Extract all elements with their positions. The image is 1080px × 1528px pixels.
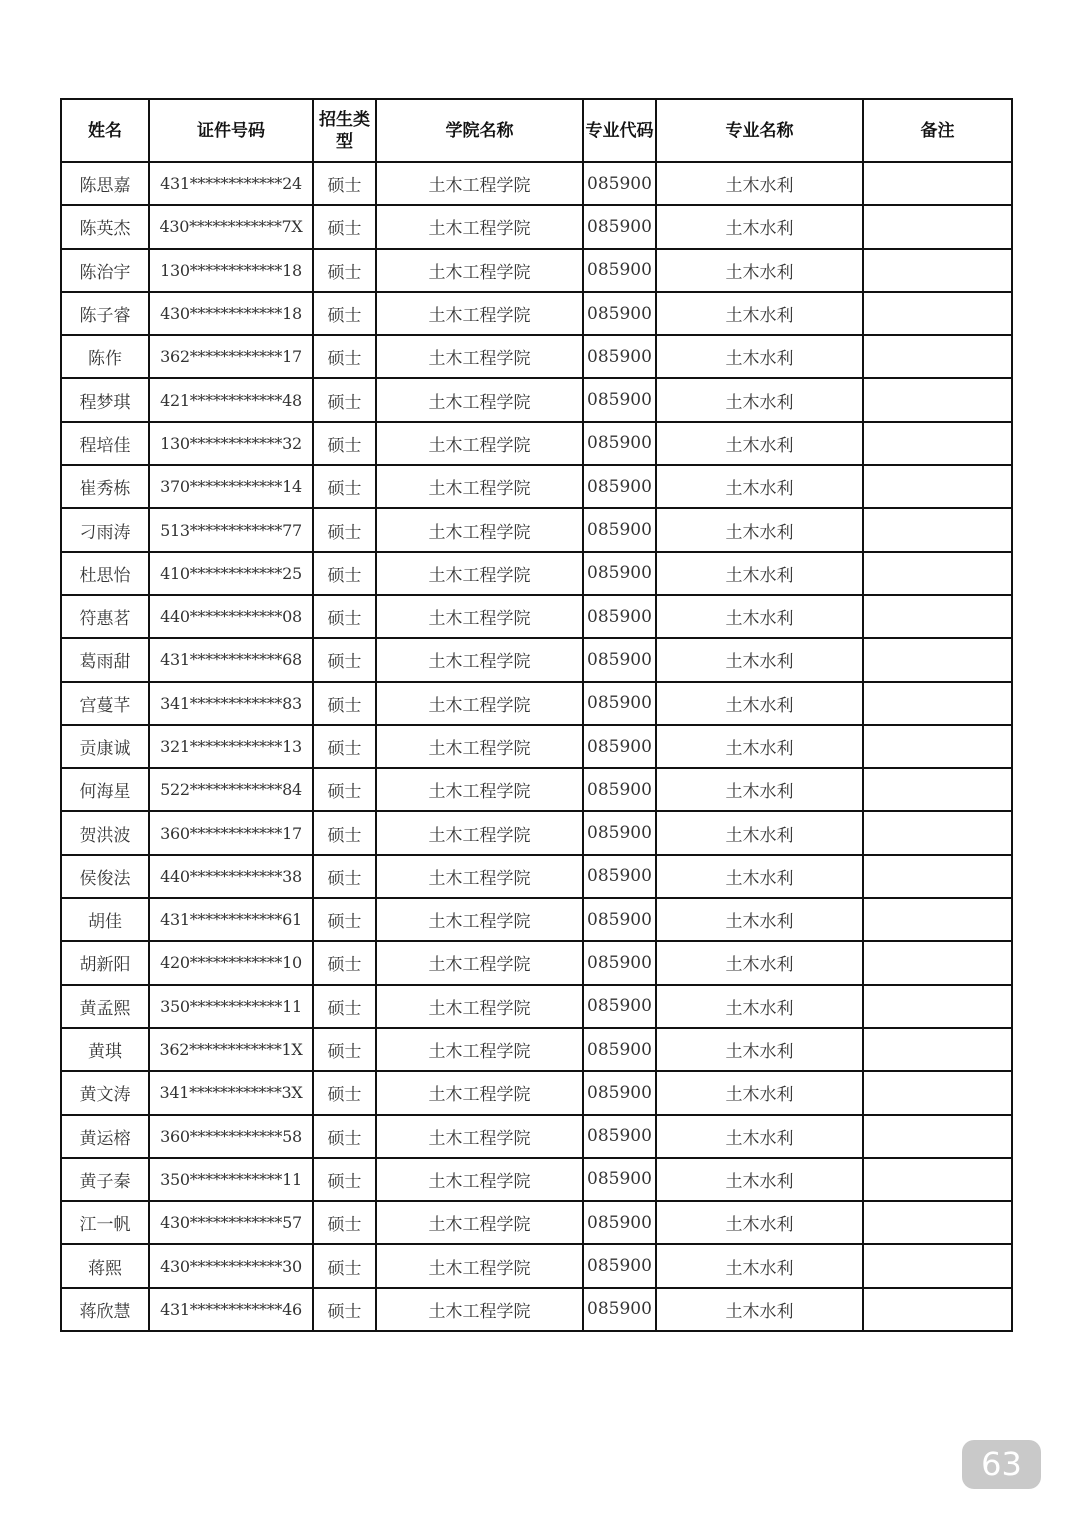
table-row bbox=[61, 898, 1012, 941]
table-row bbox=[61, 249, 1012, 292]
cell-enrollment-type: 硕士 bbox=[313, 811, 376, 854]
table-row bbox=[61, 725, 1012, 768]
header-enrollment-type: 招生类型 bbox=[313, 99, 376, 162]
cell-id-number: 430************18 bbox=[149, 292, 313, 335]
cell-major-name: 土木水利 bbox=[656, 162, 863, 205]
cell-major-name: 土木水利 bbox=[656, 682, 863, 725]
cell-enrollment-type: 硕士 bbox=[313, 638, 376, 681]
cell-major-code: 085900 bbox=[583, 725, 656, 768]
cell-major-name: 土木水利 bbox=[656, 205, 863, 248]
cell-id-number: 431************61 bbox=[149, 898, 313, 941]
cell-college-name: 土木工程学院 bbox=[376, 292, 583, 335]
cell-enrollment-type: 硕士 bbox=[313, 682, 376, 725]
cell-id-number: 410************25 bbox=[149, 552, 313, 595]
page-number-badge: 63 bbox=[962, 1440, 1041, 1489]
cell-major-code: 085900 bbox=[583, 985, 656, 1028]
cell-name: 侯俊法 bbox=[61, 855, 149, 898]
cell-remark bbox=[863, 985, 1012, 1028]
cell-name: 刁雨涛 bbox=[61, 508, 149, 551]
cell-remark bbox=[863, 1071, 1012, 1114]
cell-college-name: 土木工程学院 bbox=[376, 811, 583, 854]
cell-name: 陈英杰 bbox=[61, 205, 149, 248]
cell-enrollment-type: 硕士 bbox=[313, 162, 376, 205]
cell-name: 陈作 bbox=[61, 335, 149, 378]
cell-major-code: 085900 bbox=[583, 595, 656, 638]
cell-remark bbox=[863, 335, 1012, 378]
cell-college-name: 土木工程学院 bbox=[376, 465, 583, 508]
cell-enrollment-type: 硕士 bbox=[313, 205, 376, 248]
cell-remark bbox=[863, 1028, 1012, 1071]
cell-name: 陈思嘉 bbox=[61, 162, 149, 205]
cell-remark bbox=[863, 162, 1012, 205]
cell-remark bbox=[863, 898, 1012, 941]
cell-major-code: 085900 bbox=[583, 941, 656, 984]
cell-name: 胡新阳 bbox=[61, 941, 149, 984]
cell-remark bbox=[863, 292, 1012, 335]
cell-major-code: 085900 bbox=[583, 335, 656, 378]
header-major-code: 专业代码 bbox=[583, 99, 656, 162]
cell-major-code: 085900 bbox=[583, 768, 656, 811]
cell-major-code: 085900 bbox=[583, 422, 656, 465]
header-row bbox=[61, 99, 1012, 162]
cell-college-name: 土木工程学院 bbox=[376, 508, 583, 551]
cell-remark bbox=[863, 1201, 1012, 1244]
cell-enrollment-type: 硕士 bbox=[313, 1028, 376, 1071]
cell-college-name: 土木工程学院 bbox=[376, 855, 583, 898]
table-row bbox=[61, 508, 1012, 551]
table-body bbox=[61, 162, 1012, 1331]
cell-major-name: 土木水利 bbox=[656, 1244, 863, 1287]
table-row bbox=[61, 552, 1012, 595]
cell-major-name: 土木水利 bbox=[656, 1201, 863, 1244]
cell-remark bbox=[863, 249, 1012, 292]
cell-major-name: 土木水利 bbox=[656, 335, 863, 378]
cell-college-name: 土木工程学院 bbox=[376, 682, 583, 725]
cell-major-code: 085900 bbox=[583, 898, 656, 941]
table-row bbox=[61, 1071, 1012, 1114]
cell-major-code: 085900 bbox=[583, 292, 656, 335]
table-row bbox=[61, 205, 1012, 248]
cell-major-code: 085900 bbox=[583, 162, 656, 205]
cell-id-number: 431************24 bbox=[149, 162, 313, 205]
cell-college-name: 土木工程学院 bbox=[376, 422, 583, 465]
cell-major-code: 085900 bbox=[583, 1244, 656, 1287]
cell-major-code: 085900 bbox=[583, 1028, 656, 1071]
table-row bbox=[61, 682, 1012, 725]
cell-id-number: 130************32 bbox=[149, 422, 313, 465]
cell-id-number: 321************13 bbox=[149, 725, 313, 768]
cell-major-name: 土木水利 bbox=[656, 552, 863, 595]
table-row bbox=[61, 1288, 1012, 1331]
cell-name: 黄运榕 bbox=[61, 1115, 149, 1158]
cell-enrollment-type: 硕士 bbox=[313, 1158, 376, 1201]
cell-name: 贡康诚 bbox=[61, 725, 149, 768]
cell-name: 胡佳 bbox=[61, 898, 149, 941]
cell-id-number: 350************11 bbox=[149, 1158, 313, 1201]
cell-college-name: 土木工程学院 bbox=[376, 205, 583, 248]
cell-major-name: 土木水利 bbox=[656, 508, 863, 551]
cell-name: 程培佳 bbox=[61, 422, 149, 465]
cell-id-number: 360************58 bbox=[149, 1115, 313, 1158]
table-row bbox=[61, 162, 1012, 205]
table-row bbox=[61, 378, 1012, 421]
header-major-name: 专业名称 bbox=[656, 99, 863, 162]
cell-id-number: 431************68 bbox=[149, 638, 313, 681]
cell-major-name: 土木水利 bbox=[656, 378, 863, 421]
cell-enrollment-type: 硕士 bbox=[313, 1244, 376, 1287]
cell-name: 程梦琪 bbox=[61, 378, 149, 421]
cell-major-code: 085900 bbox=[583, 1201, 656, 1244]
cell-remark bbox=[863, 378, 1012, 421]
table-row bbox=[61, 638, 1012, 681]
cell-major-name: 土木水利 bbox=[656, 768, 863, 811]
cell-enrollment-type: 硕士 bbox=[313, 725, 376, 768]
cell-remark bbox=[863, 1115, 1012, 1158]
cell-id-number: 430************57 bbox=[149, 1201, 313, 1244]
cell-remark bbox=[863, 811, 1012, 854]
cell-enrollment-type: 硕士 bbox=[313, 249, 376, 292]
cell-enrollment-type: 硕士 bbox=[313, 768, 376, 811]
cell-major-name: 土木水利 bbox=[656, 725, 863, 768]
cell-college-name: 土木工程学院 bbox=[376, 552, 583, 595]
cell-id-number: 440************38 bbox=[149, 855, 313, 898]
cell-id-number: 420************10 bbox=[149, 941, 313, 984]
cell-name: 杜思怡 bbox=[61, 552, 149, 595]
cell-id-number: 513************77 bbox=[149, 508, 313, 551]
cell-college-name: 土木工程学院 bbox=[376, 162, 583, 205]
cell-remark bbox=[863, 941, 1012, 984]
table-row bbox=[61, 422, 1012, 465]
cell-name: 蒋欣慧 bbox=[61, 1288, 149, 1331]
cell-name: 江一帆 bbox=[61, 1201, 149, 1244]
cell-remark bbox=[863, 552, 1012, 595]
cell-college-name: 土木工程学院 bbox=[376, 725, 583, 768]
cell-college-name: 土木工程学院 bbox=[376, 1071, 583, 1114]
cell-college-name: 土木工程学院 bbox=[376, 378, 583, 421]
table-row bbox=[61, 595, 1012, 638]
cell-id-number: 362************1X bbox=[149, 1028, 313, 1071]
cell-college-name: 土木工程学院 bbox=[376, 595, 583, 638]
cell-major-code: 085900 bbox=[583, 855, 656, 898]
cell-enrollment-type: 硕士 bbox=[313, 1201, 376, 1244]
cell-id-number: 341************83 bbox=[149, 682, 313, 725]
table-row bbox=[61, 811, 1012, 854]
cell-major-name: 土木水利 bbox=[656, 1158, 863, 1201]
cell-enrollment-type: 硕士 bbox=[313, 595, 376, 638]
header-id-number: 证件号码 bbox=[149, 99, 313, 162]
cell-major-code: 085900 bbox=[583, 682, 656, 725]
cell-remark bbox=[863, 855, 1012, 898]
cell-major-name: 土木水利 bbox=[656, 1288, 863, 1331]
header-college-name: 学院名称 bbox=[376, 99, 583, 162]
cell-remark bbox=[863, 205, 1012, 248]
header-name: 姓名 bbox=[61, 99, 149, 162]
cell-enrollment-type: 硕士 bbox=[313, 292, 376, 335]
cell-enrollment-type: 硕士 bbox=[313, 508, 376, 551]
cell-remark bbox=[863, 595, 1012, 638]
cell-college-name: 土木工程学院 bbox=[376, 985, 583, 1028]
cell-enrollment-type: 硕士 bbox=[313, 1115, 376, 1158]
cell-major-code: 085900 bbox=[583, 1288, 656, 1331]
cell-college-name: 土木工程学院 bbox=[376, 941, 583, 984]
table-row bbox=[61, 1158, 1012, 1201]
cell-college-name: 土木工程学院 bbox=[376, 768, 583, 811]
cell-college-name: 土木工程学院 bbox=[376, 1244, 583, 1287]
cell-remark bbox=[863, 465, 1012, 508]
cell-major-name: 土木水利 bbox=[656, 638, 863, 681]
cell-major-name: 土木水利 bbox=[656, 595, 863, 638]
cell-enrollment-type: 硕士 bbox=[313, 985, 376, 1028]
cell-college-name: 土木工程学院 bbox=[376, 1115, 583, 1158]
table-row bbox=[61, 335, 1012, 378]
cell-remark bbox=[863, 1158, 1012, 1201]
cell-name: 葛雨甜 bbox=[61, 638, 149, 681]
cell-remark bbox=[863, 638, 1012, 681]
cell-major-code: 085900 bbox=[583, 552, 656, 595]
cell-major-name: 土木水利 bbox=[656, 465, 863, 508]
table-row bbox=[61, 1244, 1012, 1287]
cell-college-name: 土木工程学院 bbox=[376, 1288, 583, 1331]
cell-enrollment-type: 硕士 bbox=[313, 422, 376, 465]
table-row bbox=[61, 768, 1012, 811]
cell-major-name: 土木水利 bbox=[656, 292, 863, 335]
cell-enrollment-type: 硕士 bbox=[313, 855, 376, 898]
cell-remark bbox=[863, 725, 1012, 768]
cell-major-name: 土木水利 bbox=[656, 985, 863, 1028]
cell-enrollment-type: 硕士 bbox=[313, 1288, 376, 1331]
cell-college-name: 土木工程学院 bbox=[376, 1158, 583, 1201]
cell-major-name: 土木水利 bbox=[656, 941, 863, 984]
cell-major-name: 土木水利 bbox=[656, 422, 863, 465]
table-row bbox=[61, 1201, 1012, 1244]
cell-major-name: 土木水利 bbox=[656, 1071, 863, 1114]
cell-id-number: 522************84 bbox=[149, 768, 313, 811]
cell-id-number: 350************11 bbox=[149, 985, 313, 1028]
table-row bbox=[61, 941, 1012, 984]
cell-major-code: 085900 bbox=[583, 638, 656, 681]
cell-name: 蒋熙 bbox=[61, 1244, 149, 1287]
cell-college-name: 土木工程学院 bbox=[376, 1028, 583, 1071]
cell-name: 宫蔓芊 bbox=[61, 682, 149, 725]
cell-college-name: 土木工程学院 bbox=[376, 1201, 583, 1244]
cell-enrollment-type: 硕士 bbox=[313, 941, 376, 984]
table-row bbox=[61, 1028, 1012, 1071]
cell-major-code: 085900 bbox=[583, 1158, 656, 1201]
cell-name: 黄文涛 bbox=[61, 1071, 149, 1114]
cell-name: 黄子秦 bbox=[61, 1158, 149, 1201]
cell-major-code: 085900 bbox=[583, 249, 656, 292]
cell-enrollment-type: 硕士 bbox=[313, 335, 376, 378]
cell-id-number: 362************17 bbox=[149, 335, 313, 378]
cell-remark bbox=[863, 422, 1012, 465]
cell-major-code: 085900 bbox=[583, 205, 656, 248]
cell-name: 何海星 bbox=[61, 768, 149, 811]
cell-id-number: 431************46 bbox=[149, 1288, 313, 1331]
cell-enrollment-type: 硕士 bbox=[313, 552, 376, 595]
cell-major-name: 土木水利 bbox=[656, 898, 863, 941]
table-row bbox=[61, 985, 1012, 1028]
cell-college-name: 土木工程学院 bbox=[376, 335, 583, 378]
cell-name: 陈治宇 bbox=[61, 249, 149, 292]
table-header bbox=[61, 99, 1012, 162]
cell-remark bbox=[863, 508, 1012, 551]
cell-id-number: 421************48 bbox=[149, 378, 313, 421]
cell-name: 黄琪 bbox=[61, 1028, 149, 1071]
cell-enrollment-type: 硕士 bbox=[313, 898, 376, 941]
cell-remark bbox=[863, 1244, 1012, 1287]
cell-major-name: 土木水利 bbox=[656, 855, 863, 898]
cell-college-name: 土木工程学院 bbox=[376, 249, 583, 292]
table-row bbox=[61, 1115, 1012, 1158]
cell-id-number: 130************18 bbox=[149, 249, 313, 292]
cell-major-name: 土木水利 bbox=[656, 811, 863, 854]
cell-major-name: 土木水利 bbox=[656, 1115, 863, 1158]
cell-name: 黄孟熙 bbox=[61, 985, 149, 1028]
cell-id-number: 360************17 bbox=[149, 811, 313, 854]
cell-major-code: 085900 bbox=[583, 1115, 656, 1158]
cell-name: 符惠茗 bbox=[61, 595, 149, 638]
table-row bbox=[61, 292, 1012, 335]
cell-college-name: 土木工程学院 bbox=[376, 898, 583, 941]
cell-major-name: 土木水利 bbox=[656, 249, 863, 292]
cell-name: 陈子睿 bbox=[61, 292, 149, 335]
cell-remark bbox=[863, 682, 1012, 725]
cell-college-name: 土木工程学院 bbox=[376, 638, 583, 681]
table-row bbox=[61, 855, 1012, 898]
cell-enrollment-type: 硕士 bbox=[313, 1071, 376, 1114]
cell-major-name: 土木水利 bbox=[656, 1028, 863, 1071]
cell-remark bbox=[863, 1288, 1012, 1331]
cell-remark bbox=[863, 768, 1012, 811]
cell-major-code: 085900 bbox=[583, 1071, 656, 1114]
cell-id-number: 430************7X bbox=[149, 205, 313, 248]
cell-enrollment-type: 硕士 bbox=[313, 378, 376, 421]
cell-name: 贺洪波 bbox=[61, 811, 149, 854]
header-remark: 备注 bbox=[863, 99, 1012, 162]
admission-roster-table bbox=[60, 98, 1013, 1332]
cell-id-number: 341************3X bbox=[149, 1071, 313, 1114]
table-row bbox=[61, 465, 1012, 508]
cell-major-code: 085900 bbox=[583, 811, 656, 854]
cell-id-number: 430************30 bbox=[149, 1244, 313, 1287]
cell-major-code: 085900 bbox=[583, 508, 656, 551]
cell-enrollment-type: 硕士 bbox=[313, 465, 376, 508]
cell-major-code: 085900 bbox=[583, 378, 656, 421]
cell-major-code: 085900 bbox=[583, 465, 656, 508]
cell-id-number: 440************08 bbox=[149, 595, 313, 638]
cell-id-number: 370************14 bbox=[149, 465, 313, 508]
cell-name: 崔秀栋 bbox=[61, 465, 149, 508]
